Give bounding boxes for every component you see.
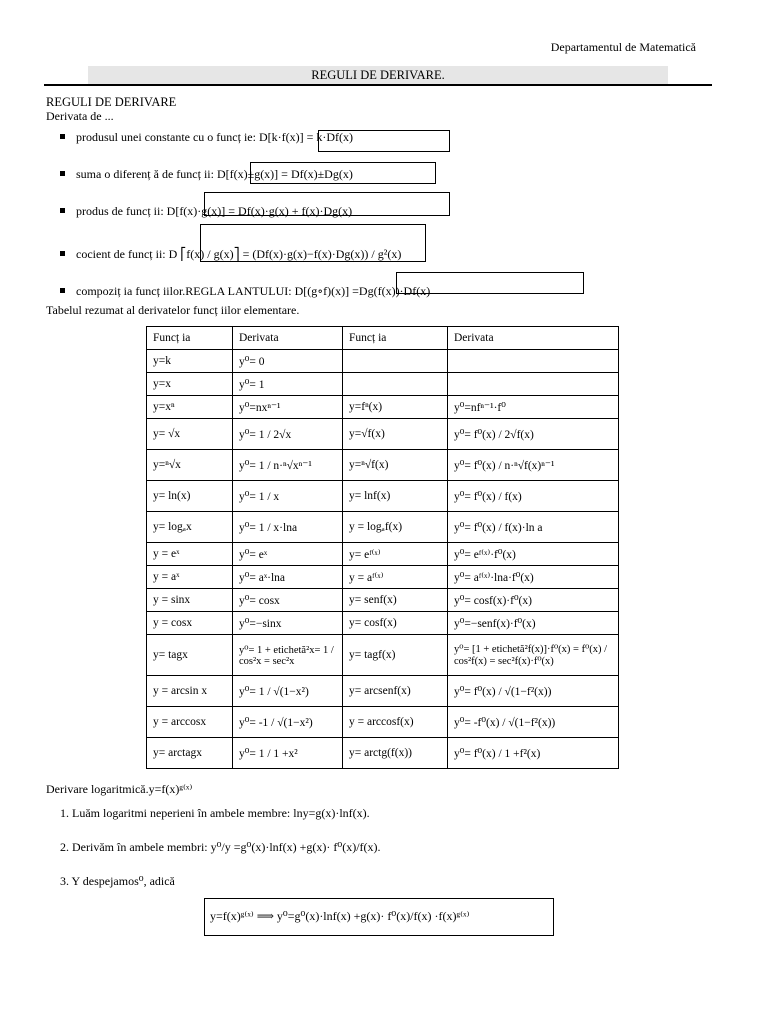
table-cell: y= arctagx <box>147 738 233 769</box>
table-row <box>147 373 619 396</box>
table-cell <box>343 373 448 396</box>
table-header-row <box>147 327 619 350</box>
table-cell: y=ⁿ√f(x) <box>343 450 448 481</box>
table-cell: y= √x <box>147 419 233 450</box>
table-row <box>147 566 619 589</box>
table-cell: y=fⁿ(x) <box>343 396 448 419</box>
table-cell: y⁰= 0 <box>233 350 343 373</box>
rule-text: compoziț ia funcț iilor.REGLA LANTULUI: D[(g∘f)(x)] =Dg(f(x))·Df(x) <box>76 284 431 298</box>
section-subheading: Derivata de ... <box>46 109 114 123</box>
table-cell: y = arccosf(x) <box>343 707 448 738</box>
table-row <box>147 707 619 738</box>
step-item: 3. Y despejamos⁰, adică <box>60 874 175 888</box>
table-cell: y= logₐx <box>147 512 233 543</box>
table-row <box>147 481 619 512</box>
table-cell: y = sinx <box>147 589 233 612</box>
bullet-icon <box>60 208 65 213</box>
table-cell: y=ⁿ√x <box>147 450 233 481</box>
derivatives-table <box>146 326 619 769</box>
table-cell: y⁰= 1 / x·lna <box>233 512 343 543</box>
table-cell: y⁰=nfⁿ⁻¹·f⁰ <box>448 396 619 419</box>
table-cell: y = logₐf(x) <box>343 512 448 543</box>
section-heading: REGULI DE DERIVARE <box>46 95 177 109</box>
table-cell: y = cosx <box>147 612 233 635</box>
table-row <box>147 419 619 450</box>
table-cell: y⁰= f⁰(x) / 1 +f²(x) <box>448 738 619 769</box>
table-cell: y⁰= f⁰(x) / √(1−f²(x)) <box>448 676 619 707</box>
table-row <box>147 589 619 612</box>
bullet-icon <box>60 251 65 256</box>
table-cell: y⁰= 1 / 2√x <box>233 419 343 450</box>
table-cell: y= tagx <box>147 635 233 676</box>
table-cell: y⁰= -f⁰(x) / √(1−f²(x)) <box>448 707 619 738</box>
table-cell: y⁰= 1 / n·ⁿ√xⁿ⁻¹ <box>233 450 343 481</box>
table-cell: y⁰= 1 / √(1−x²) <box>233 676 343 707</box>
table-row <box>147 396 619 419</box>
rule-text: cocient de funcț ii: D ⎡f(x) / g(x)⎤ = (Df(x)·g(x)−f(x)·Dg(x)) / g²(x) <box>76 247 402 261</box>
logarithmic-steps <box>60 806 381 908</box>
table-cell: y = eˣ <box>147 543 233 566</box>
table-cell: y⁰= [1 + etichetă²f(x)]·f⁰(x) = f⁰(x) / cos²f(x) = sec²f(x)·f⁰(x) <box>448 635 619 676</box>
table-cell: y⁰= 1 / 1 +x² <box>233 738 343 769</box>
table-row <box>147 450 619 481</box>
table-cell: y=x <box>147 373 233 396</box>
rule-formula-box <box>200 224 426 262</box>
table-cell: y= lnf(x) <box>343 481 448 512</box>
step-item: 1. Luăm logaritmi neperieni în ambele membre: lny=g(x)·lnf(x). <box>60 806 370 820</box>
table-row <box>147 512 619 543</box>
table-cell: y= arctg(f(x)) <box>343 738 448 769</box>
table-header-cell: Funcț ia <box>147 327 233 350</box>
bullet-icon <box>60 134 65 139</box>
table-row <box>147 350 619 373</box>
table-header-cell: Funcț ia <box>343 327 448 350</box>
table-cell: y=√f(x) <box>343 419 448 450</box>
rule-formula-box <box>318 130 450 152</box>
table-cell: y⁰= 1 / x <box>233 481 343 512</box>
table-cell: y= arcsenf(x) <box>343 676 448 707</box>
table-cell: y⁰= aᶠ⁽ˣ⁾·lna·f⁰(x) <box>448 566 619 589</box>
table-row <box>147 676 619 707</box>
bullet-icon <box>60 288 65 293</box>
table-cell <box>448 373 619 396</box>
table-cell: y⁰= eˣ <box>233 543 343 566</box>
table-cell: y⁰= f⁰(x) / f(x) <box>448 481 619 512</box>
table-row <box>147 543 619 566</box>
table-cell: y⁰= 1 <box>233 373 343 396</box>
department-label: Departamentul de Matematică <box>550 40 696 54</box>
title-divider <box>44 84 712 86</box>
table-cell: y⁰=nxⁿ⁻¹ <box>233 396 343 419</box>
table-caption: Tabelul rezumat al derivatelor funcț iilor elementare. <box>46 303 300 317</box>
step-item: 2. Derivăm în ambele membri: y⁰/y =g⁰(x)·lnf(x) +g(x)· f⁰(x)/f(x). <box>60 840 381 854</box>
table-cell: y⁰= cosf(x)·f⁰(x) <box>448 589 619 612</box>
rule-text: suma o diferenț ă de funcț ii: D[f(x)±g(x)] = Df(x)±Dg(x) <box>76 167 353 181</box>
table-header-cell: Derivata <box>448 327 619 350</box>
table-cell: y = aᶠ⁽ˣ⁾ <box>343 566 448 589</box>
rule-formula-box <box>250 162 436 184</box>
table-cell: y⁰=−senf(x)·f⁰(x) <box>448 612 619 635</box>
table-row <box>147 738 619 769</box>
table-cell: y=xⁿ <box>147 396 233 419</box>
table-cell: y⁰= aˣ·lna <box>233 566 343 589</box>
rule-text: produs de funcț ii: D[f(x)·g(x)] = Df(x)·g(x) + f(x)·Dg(x) <box>76 204 353 218</box>
table-cell <box>448 350 619 373</box>
table-cell: y⁰= -1 / √(1−x²) <box>233 707 343 738</box>
table-cell: y = aˣ <box>147 566 233 589</box>
table-cell: y⁰=−sinx <box>233 612 343 635</box>
logarithmic-title: Derivare logaritmică.y=f(x)ᵍ⁽ˣ⁾ <box>46 782 193 796</box>
page-title: REGULI DE DERIVARE. <box>88 66 668 84</box>
table-cell: y= cosf(x) <box>343 612 448 635</box>
table-cell: y= senf(x) <box>343 589 448 612</box>
table-header-cell: Derivata <box>233 327 343 350</box>
rule-text: produsul unei constante cu o funcț ie: D[k·f(x)] = k·Df(x) <box>76 130 354 144</box>
table-cell: y⁰= cosx <box>233 589 343 612</box>
table-cell: y = arccosx <box>147 707 233 738</box>
table-cell: y⁰= 1 + etichetă²x= 1 / cos²x = sec²x <box>233 635 343 676</box>
bullet-icon <box>60 171 65 176</box>
table-cell: y = arcsin x <box>147 676 233 707</box>
table-cell: y⁰= f⁰(x) / f(x)·ln a <box>448 512 619 543</box>
table-cell: y⁰= f⁰(x) / 2√f(x) <box>448 419 619 450</box>
table-cell: y= tagf(x) <box>343 635 448 676</box>
table-cell: y⁰= f⁰(x) / n·ⁿ√f(x)ⁿ⁻¹ <box>448 450 619 481</box>
table-cell: y= eᶠ⁽ˣ⁾ <box>343 543 448 566</box>
table-row <box>147 635 619 676</box>
table-cell: y=k <box>147 350 233 373</box>
table-row <box>147 612 619 635</box>
rule-formula-box <box>204 192 450 216</box>
table-cell <box>343 350 448 373</box>
final-formula: y=f(x)ᵍ⁽ˣ⁾ ⟹ y⁰=g⁰(x)·lnf(x) +g(x)· f⁰(x)/f(x) ·f(x)ᵍ⁽ˣ⁾ <box>210 909 470 923</box>
table-cell: y⁰= eᶠ⁽ˣ⁾·f⁰(x) <box>448 543 619 566</box>
table-cell: y= ln(x) <box>147 481 233 512</box>
rule-formula-box <box>396 272 584 294</box>
